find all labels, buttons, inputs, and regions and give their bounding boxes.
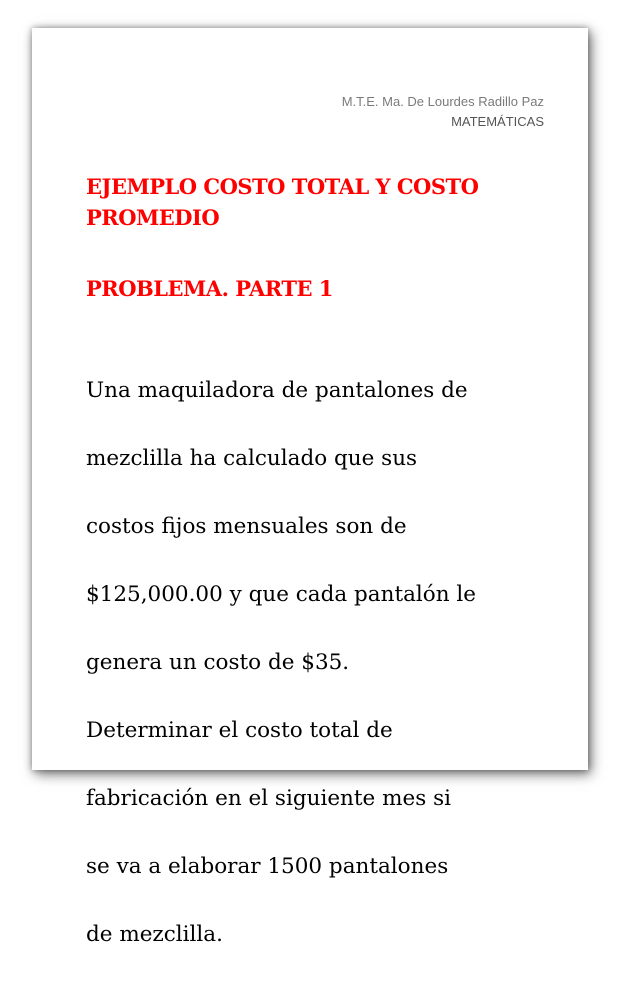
body-line: $125,000.00 y que cada pantalón le xyxy=(86,582,477,607)
body-line: fabricación en el siguiente mes si xyxy=(86,786,451,811)
author-name: M.T.E. Ma. De Lourdes Radillo Paz xyxy=(341,94,544,109)
body-line: Determinar el costo total de xyxy=(86,718,393,743)
document-page xyxy=(32,28,588,947)
body-line: Una maquiladora de pantalones de xyxy=(86,378,468,403)
body-line: de mezclilla. xyxy=(86,922,223,947)
document-header xyxy=(342,92,544,132)
body-line: mezclilla ha calculado que sus xyxy=(86,446,418,471)
document-title: EJEMPLO COSTO TOTAL Y COSTO PROMEDIO xyxy=(86,174,479,230)
problem-statement xyxy=(86,340,556,986)
body-line: genera un costo de $35. xyxy=(86,650,350,675)
subject-label: MATEMÁTICAS xyxy=(451,114,544,129)
body-line: se va a elaborar 1500 pantalones xyxy=(86,854,449,879)
problem-heading: PROBLEMA. PARTE 1 xyxy=(86,276,333,301)
body-line: costos fijos mensuales son de xyxy=(86,514,407,539)
